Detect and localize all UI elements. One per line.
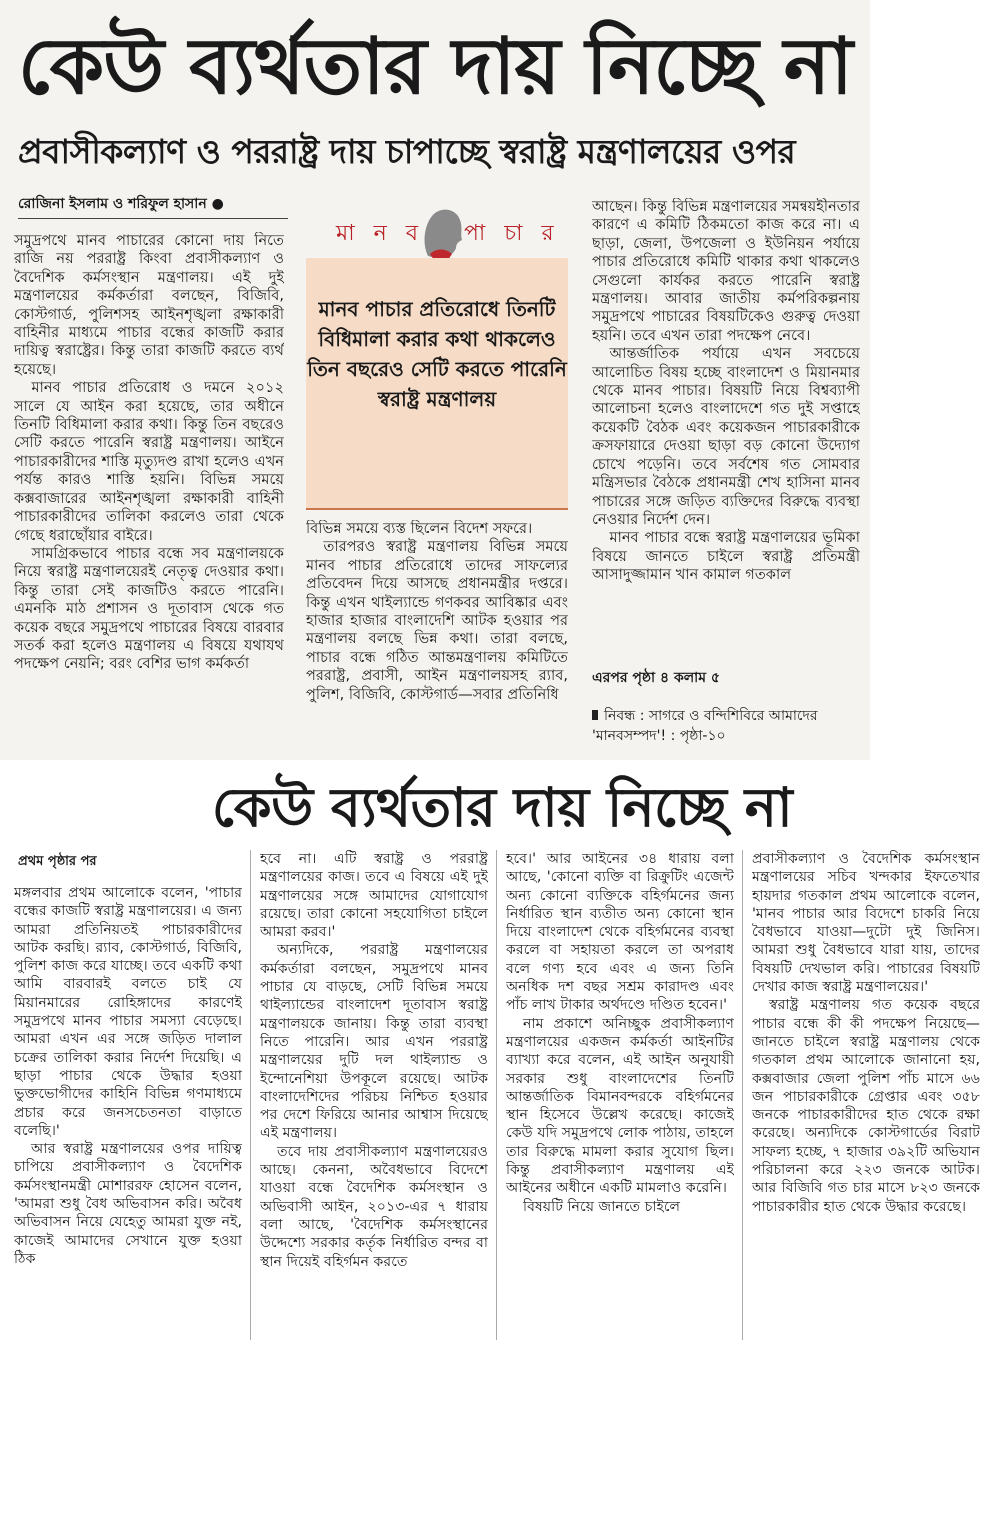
headline: কেউ ব্যর্থতার দায় নিচ্ছে না (18, 21, 852, 112)
paragraph: স্বরাষ্ট্র মন্ত্রণালয় গত কয়েক বছরে পাচার বন্ধে কী কী পদক্ষেপ নিয়েছে—জানতে চাইলে স্বরাষ্ট্র মন্ত্রণালয় থেকে গতকাল প্রথম আলোকে জানানো হয়, কক্সবাজার জেলা পুলিশ পাঁচ মাসে ৬৬ জন পাচারকারীকে গ্রেপ্তার এবং ৩৫৮ জনকে পাচারকারীদের হাত থেকে রক্ষা করেছে। অন্যদিকে কোস্টগার্ডের বিরাট সাফল্য হচ্ছে, ৭ হাজার ৩৯২টি অভিযান পরিচালনা করে ২২৩ জনকে আটক। আর বিজিবি গত চার মাসে ৮২৩ জনকে পাচারকারীর হাত থেকে উদ্ধার করেছে। (752, 997, 980, 1215)
paragraph: বিষয়টি নিয়ে জানতে চাইলে (523, 1198, 681, 1215)
logo-text-left: মা ন ব (336, 221, 424, 246)
logo-text-right: পা চা র (464, 221, 560, 246)
paragraph: হবে।' আর আইনের ৩৪ ধারায় বলা আছে, 'কোনো ব্যক্তি বা রিক্রুটিং এজেন্ট অন্য কোনো ব্যক্তিকে বহির্গমনের জন্য নির্ধারিত স্থান ব্যতীত অন্য কোনো স্থান দিয়ে বাংলাদেশ থেকে বহির্গমনের ব্যবস্থা করলে বা সহায়তা করলে তা অপরাধ বলে গণ্য হবে এবং এ জন্য তিনি অনধিক দশ বছর সশ্রম কারাদণ্ড এবং পাঁচ লাখ টাকার অর্থদণ্ডে দণ্ডিত হবেন।' (506, 851, 734, 1014)
continuation-column-4 (752, 850, 980, 1340)
paragraph: মানব পাচার প্রতিরোধ ও দমনে ২০১২ সালে যে আইন করা হয়েছে, তার অধীনে তিনটি বিধিমালা করার কথা। কিন্তু তিন বছরেও সেটি করতে পারেনি স্বরাষ্ট্র মন্ত্রণালয়। আইনে পাচারকারীদের শাস্তি মৃত্যুদণ্ড রাখা হলেও এখন পর্যন্ত কারও শাস্তি হয়নি। বিভিন্ন সময়ে কক্সবাজারের আইনশৃঙ্খলা রক্ষাকারী বাহিনী পাচারকারীদের তালিকা করলেও তারা থেকে গেছে ধরাছোঁয়ার বাইরে। (14, 379, 284, 544)
article-column-1 (14, 232, 284, 752)
paragraph: মঙ্গলবার প্রথম আলোকে বলেন, 'পাচার বন্ধের কাজটি স্বরাষ্ট্র মন্ত্রণালয়ের। এ জন্য আমরা প্রতিনিয়তই পাচারকারীদের আটক করছি। র‍্যাব, কোস্টগার্ড, বিজিবি, পুলিশ কাজ করে যাচ্ছে। তবে একটি কথা আমি বারবারই বলতে চাই যে মিয়ানমারের রোহিঙ্গাদের কারণেই সমুদ্রপথে মানব পাচার সমস্যা বেড়েছে। আমরা এখন এর সঙ্গে জড়িত দালাল চক্রের তালিকা করার নির্দেশ দিয়েছি। এ ছাড়া পাচার থেকে উদ্ধার হওয়া ভুক্তভোগীদের কাহিনি বিভিন্ন গণমাধ্যমে প্রচার করে জনসচেতনতা বাড়াতে বলেছি।' (14, 885, 242, 1139)
subheadline: প্রবাসীকল্যাণ ও পররাষ্ট্র দায় চাপাচ্ছে স্বরাষ্ট্র মন্ত্রণালয়ের ওপর (18, 132, 796, 171)
paragraph: নাম প্রকাশে অনিচ্ছুক প্রবাসীকল্যাণ মন্ত্রণালয়ের একজন কর্মকর্তা আইনটির ব্যাখ্যা করে বলেন, এই আইন অনুযায়ী সরকার শুধু বাংলাদেশের তিনটি আন্তর্জাতিক বিমানবন্দরকে বহির্গমনের স্থান হিসেবে উল্লেখ করেছে। কাজেই কেউ যদি সমুদ্রপথে লোক পাঠায়, তাহলে তার বিরুদ্ধে মামলা করার সুযোগ ছিল। কিন্তু প্রবাসীকল্যাণ মন্ত্রণালয় এই আইনের অধীনে একটি মামলাও করেনি। (506, 1015, 734, 1197)
paragraph: সামগ্রিকভাবে পাচার বন্ধে সব মন্ত্রণালয়কে নিয়ে স্বরাষ্ট্র মন্ত্রণালয়েরই নেতৃত্ব দেওয়ার কথা। কিন্তু তারা সেই কাজটিও করতে পারেনি। এমনকি মাঠ প্রশাসন ও দূতাবাস থেকে গত কয়েক বছরে সমুদ্রপথে পাচারের বিষয়ে বারবার সতর্ক করা হলেও মন্ত্রণালয় এ বিষয়ে যথাযথ পদক্ষেপ নেয়নি; বরং বেশির ভাগ কর্মকর্তা (14, 544, 284, 673)
continued-on-label: এরপর পৃষ্ঠা ৪ কলাম ৫ (592, 670, 720, 686)
paragraph: আন্তর্জাতিক পর্যায়ে এখন সবচেয়ে আলোচিত বিষয় হচ্ছে বাংলাদেশ ও মিয়ানমার থেকে মানব পাচার। বিষয়টি নিয়ে বিশ্বব্যাপী আলোচনা হলেও বাংলাদেশে গত দুই সপ্তাহে কয়েকটি বৈঠক এবং কয়েকজন পাচারকারীকে ক্রসফায়ারে দেওয়া ছাড়া বড় কোনো উদ্যোগ চোখে পড়েনি। তবে সর্বশেষ গত সোমবার মন্ত্রিসভার বৈঠকে প্রধানমন্ত্রী শেখ হাসিনা মানব পাচারের সঙ্গে জড়িত ব্যক্তিদের বিরুদ্ধে ব্যবস্থা নেওয়ার নির্দেশ দেন। (592, 345, 860, 528)
paragraph: আর স্বরাষ্ট্র মন্ত্রণালয়ের ওপর দায়িত্ব চাপিয়ে প্রবাসীকল্যাণ ও বৈদেশিক কর্মসংস্থানমন্ত্রী মোশাররফ হোসেন বলেন, 'আমরা শুধু বৈধ অভিবাসন করি। অবৈধ অভিবাসন নিয়ে যেহেতু আমরা যুক্ত নই, কাজেই আমাদের সেখানে যুক্ত হওয়া ঠিক (14, 1141, 242, 1267)
paragraph: অন্যদিকে, পররাষ্ট্র মন্ত্রণালয়ের কর্মকর্তারা বলছেন, সমুদ্রপথে মানব পাচার যে বাড়ছে, সেটি বিভিন্ন সময়ে থাইল্যান্ডের বাংলাদেশ দূতাবাস স্বরাষ্ট্র মন্ত্রণালয়কে জানায়। কিন্তু তারা ব্যবস্থা নিতে পারেনি। আর এখন পররাষ্ট্র মন্ত্রণালয়ের দুটি দল থাইল্যান্ড ও ইন্দোনেশিয়া উপকূলে রয়েছে। আটক বাংলাদেশিদের পরিচয় নিশ্চিত হওয়ার পর দেশে ফিরিয়ে আনার আশ্বাস দিয়েছে এই মন্ত্রণালয়। (260, 942, 488, 1142)
continuation-headline: কেউ ব্যর্থতার দায় নিচ্ছে না (211, 775, 793, 839)
head-silhouette-icon (418, 204, 464, 262)
paragraph: বিভিন্ন সময়ে ব্যস্ত ছিলেন বিদেশ সফরে। (306, 520, 533, 537)
paragraph: সমুদ্রপথে মানব পাচারের কোনো দায় নিতে রাজি নয় পররাষ্ট্র কিংবা প্রবাসীকল্যাণ ও বৈদেশিক কর্মসংস্থান মন্ত্রণালয়। এই দুই মন্ত্রণালয়ের কর্মকর্তারা বলছেন, বিজিবি, কোস্টগার্ড, পুলিশসহ আইনশৃঙ্খলা রক্ষাকারী বাহিনীর মাধ্যমে পাচার বন্ধের কাজটি করার দায়িত্ব স্বরাষ্ট্রের। কিন্তু তারা কাজটি করতে ব্যর্থ হয়েছে। (14, 232, 284, 378)
continuation-column-3 (506, 850, 734, 1334)
column-divider (250, 850, 251, 1340)
pull-quote: মানব পাচার প্রতিরোধে তিনটি বিধিমালা করার কথা থাকলেও তিন বছরেও সেটি করতে পারেনি স্বরাষ্ট্র মন্ত্রণালয় (307, 297, 567, 411)
paragraph: মানব পাচার বন্ধে স্বরাষ্ট্র মন্ত্রণালয়ের ভূমিকা বিষয়ে জানতে চাইলে স্বরাষ্ট্র প্রতিমন্ত্রী আসাদুজ্জামান খান কামাল গতকাল (592, 529, 860, 584)
paragraph: তবে দায় প্রবাসীকল্যাণ মন্ত্রণালয়েরও আছে। কেননা, অবৈধভাবে বিদেশে যাওয়া বন্ধে বৈদেশিক কর্মসংস্থান ও অভিবাসী আইন, ২০১৩-এর ৭ ধারায় বলা আছে, 'বৈদেশিক কর্মসংস্থানের উদ্দেশ্যে সরকার কর্তৃক নির্ধারিত বন্দর বা স্থান দিয়েই বহির্গমন করতে (260, 1143, 488, 1270)
paragraph: প্রবাসীকল্যাণ ও বৈদেশিক কর্মসংস্থান মন্ত্রণালয়ের সচিব খন্দকার ইফতেখার হায়দার গতকাল প্রথম আলোকে বলেন, 'মানব পাচার আর বিদেশে চাকরি নিয়ে বৈধভাবে যাওয়া—দুটো দুই জিনিস। আমরা শুধু বৈধভাবে যারা যায়, তাদের বিষয়টি দেখভাল করি। পাচারের বিষয়টি দেখার কাজ স্বরাষ্ট্র মন্ত্রণালয়ের।' (752, 851, 980, 996)
section-logo (306, 208, 568, 256)
paragraph: তারপরও স্বরাষ্ট্র মন্ত্রণালয় বিভিন্ন সময়ে মানব পাচার প্রতিরোধে তাদের সাফল্যের প্রতিবেদন দিয়ে আসছে প্রধানমন্ত্রীর দপ্তরে। কিন্তু এখন থাইল্যান্ডে গণকবর আবিষ্কার এবং হাজার হাজার বাংলাদেশি আটক হওয়ার পর মন্ত্রণালয় বলছে ভিন্ন কথা। তারা বলছে, পাচার বন্ধে গঠিত আন্তমন্ত্রণালয় কমিটিতে পররাষ্ট্র, প্রবাসী, আইন মন্ত্রণালয়সহ র‍্যাব, পুলিশ, বিজিবি, কোস্টগার্ড—সবার প্রতিনিধি (306, 538, 568, 703)
column-divider (742, 850, 743, 1340)
related-article-note (592, 706, 862, 746)
byline: রোজিনা ইসলাম ও শরিফুল হাসান ● (18, 196, 224, 212)
continuation-column-2 (260, 850, 488, 1334)
pull-quote-box (306, 258, 568, 510)
related-article-text: নিবন্ধ : সাগরে ও বন্দিশিবিরে আমাদের 'মানবসম্পদ'! : পৃষ্ঠা-১০ (592, 708, 818, 744)
continued-from-label: প্রথম পৃষ্ঠার পর (18, 854, 97, 869)
bullet-square-icon (592, 710, 598, 720)
paragraph: হবে না। এটি স্বরাষ্ট্র ও পররাষ্ট্র মন্ত্রণালয়ের কাজ। তবে এ বিষয়ে এই দুই মন্ত্রণালয়ের সঙ্গে আমাদের যোগাযোগ রয়েছে। তারা কোনো সহযোগিতা চাইলে আমরা করব।' (260, 851, 488, 941)
article-column-2 (306, 520, 568, 752)
byline-rule (18, 218, 288, 219)
paragraph: আছেন। কিন্তু বিভিন্ন মন্ত্রণালয়ের সমন্বয়হীনতার কারণে এ কমিটি ঠিকমতো কাজ করে না। এ ছাড়া, জেলা, উপজেলা ও ইউনিয়ন পর্যায়ে পাচার প্রতিরোধে কমিটি থাকার কথা থাকলেও সেগুলো কার্যকর করতে পারেনি স্বরাষ্ট্র মন্ত্রণালয়। আবার জাতীয় কর্মপরিকল্পনায় সমুদ্রপথে পাচারের বিষয়টিকেও গুরুত্ব দেওয়া হয়নি। তবে এখন তারা পদক্ষেপ নেবে। (592, 198, 860, 344)
article-column-3 (592, 198, 860, 656)
front-page-clipping (0, 0, 870, 760)
continuation-column-1 (14, 884, 242, 1334)
column-divider (496, 850, 497, 1340)
